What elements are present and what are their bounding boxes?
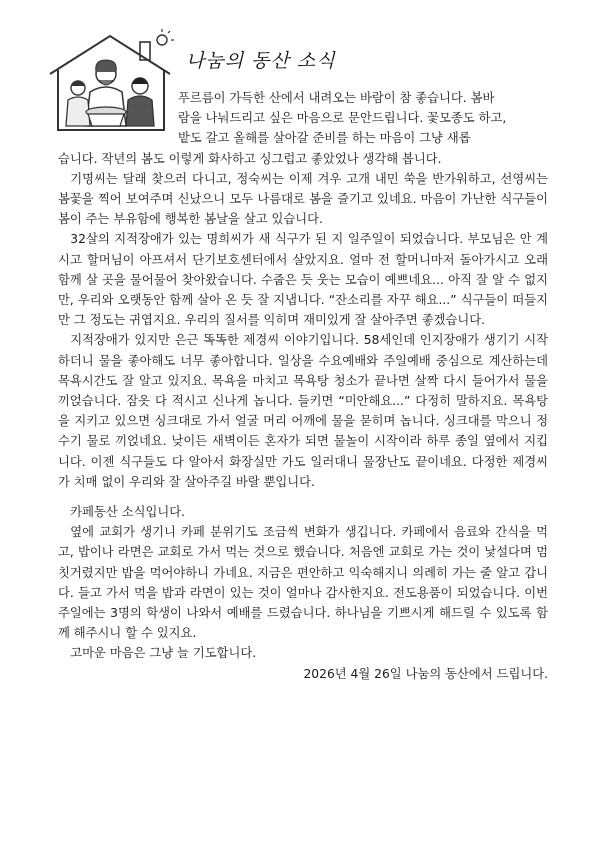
paragraph-cafe-news: 옆에 교회가 생기니 카페 분위기도 조금씩 변화가 생깁니다. 카페에서 음료와 간식을 먹고, 밥이나 라면은 교회로 가서 먹는 것으로 했습니다. 처음엔 교회로 가는 것이 낯설다며 멈칫거렸지만 밥을 먹어야하니 가네요. 지금은 편안하고 익숙해지니 의례히 가는 줄 알고 갑니다. 들고 가서 먹을 밥과 라면이 있는 것이 얼마나 감사한지요. 전도용품이 되었습니다. 이번 주일에는 3명의 학생이 나와서 예배를 드렸습니다. 하나님을 기쁘시게 해드릴 수 있도록 함께 해주시니 할 수 있지요. xyxy=(58,525,548,641)
paragraph-cafe-heading: 카페동산 소식입니다. xyxy=(70,505,186,520)
newsletter-body xyxy=(58,88,548,684)
intro-line-3: 밭도 갈고 올해를 살아갈 준비를 하는 마음이 그냥 새롭 xyxy=(178,131,471,146)
intro-continuation: 습니다. 작년의 봄도 이렇게 화사하고 싱그럽고 좋았었나 생각해 봅니다. xyxy=(58,151,442,166)
newsletter-title: 나눔의 동산 소식 xyxy=(186,50,336,72)
paragraph-jekyung: 지적장애가 있지만 은근 똑똑한 제경씨 이야기입니다. 58세인데 인지장애가 생기기 시작하더니 물을 좋아해도 너무 좋아합니다. 일상을 수요예배와 주일예배 중심으로 계산하는데 목욕시간도 잘 알고 있지요. 목욕을 마치고 목욕탕 청소가 끝나면 살짝 다시 들어가서 물을 끼얹습니다. 잠옷 다 적시고 신나게 놉니다. 들키면 “미안해요...” 다정히 말하지요. 목욕탕을 지키고 있으면 싱크대로 가서 얼굴 머리 어깨에 물을 묻히며 놉니다. 싱크대를 막으니 정수기 물로 끼얹네요. 낮이든 새벽이든 혼자가 되면 물놀이 시작이라 하루 종일 옆에서 지킵니다. 이젠 식구들도 다 알아서 화장실만 가도 일러대니 물장난도 끝이네요. 다정한 제경씨가 치매 없이 우리와 잘 살아주길 바랄 뿐입니다. xyxy=(58,333,548,489)
intro-line-2: 람을 나눠드리고 싶은 마음으로 문안드립니다. 꽃모종도 하고, xyxy=(178,111,507,126)
paragraph-spring: 기명씨는 달래 찾으러 다니고, 정숙씨는 이제 겨우 고개 내민 쑥을 반가워하고, 선영씨는 봄꽃을 찍어 보여주며 신났으니 모두 나름대로 봄을 즐기고 있네요. 마음이 가난한 식구들이 봄이 주는 부유함에 행복한 봄날을 살고 있습니다. xyxy=(58,171,548,227)
intro-line-1: 푸르름이 가득한 산에서 내려오는 바람이 참 좋습니다. 봄바 xyxy=(178,91,495,105)
paragraph-closing: 고마운 마음은 그냥 늘 기도합니다. xyxy=(70,646,257,661)
paragraph-myunghee: 32살의 지적장애가 있는 명희씨가 새 식구가 된 지 일주일이 되었습니다. 부모님은 안 계시고 할머님이 아프셔서 단기보호센터에서 살았지요. 얼마 전 할머니마저 돌아가시고 오래 함께 살 곳을 물어물어 찾아왔습니다. 수줍은 듯 웃는 모습이 예쁘네요... 아직 잘 알 수 없지만, 우리와 오랫동안 함께 살아 온 듯 잘 지냅니다. “잔소리를 자꾸 해요...” 식구들이 떠들지만 그 정도는 귀엽지요. 우리의 질서를 익히며 재미있게 잘 살아주면 좋겠습니다. xyxy=(58,232,548,328)
signature-line: 2026년 4월 26일 나눔의 동산에서 드립니다. xyxy=(303,666,548,681)
